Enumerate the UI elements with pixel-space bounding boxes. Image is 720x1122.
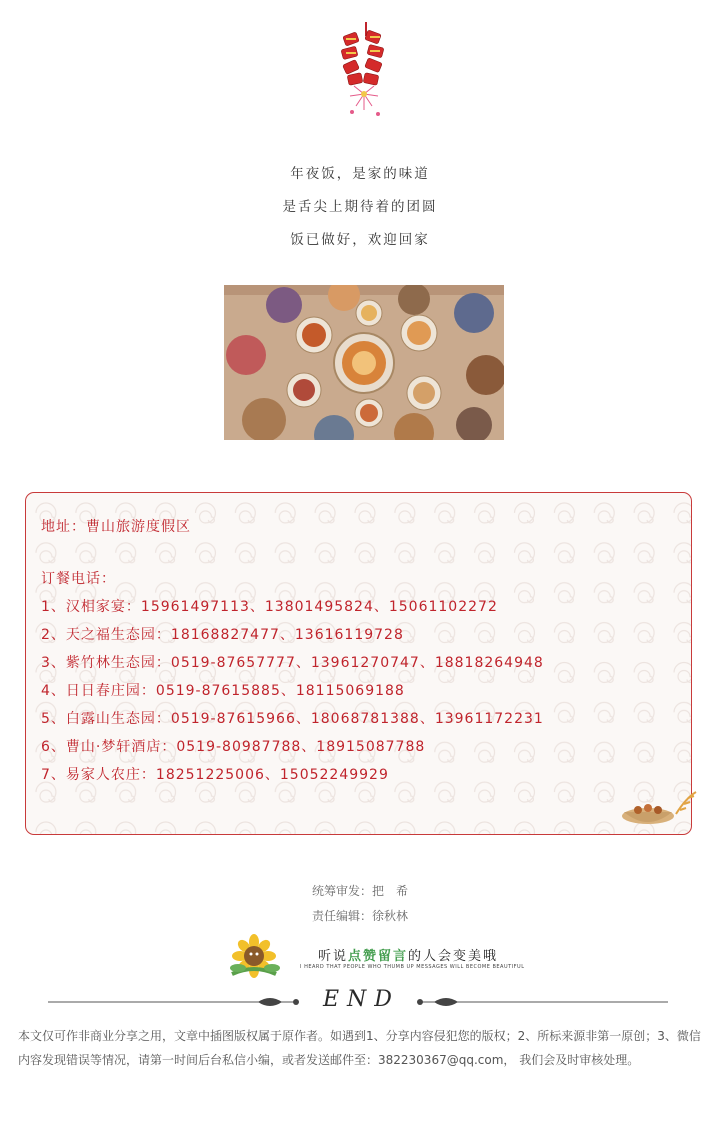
reviewer-credit: 统筹审发：把 希	[311, 884, 408, 898]
restaurant-item-6: 6、曹山·梦轩酒店：0519-80987788、18915087788	[41, 739, 426, 755]
slogan-pre: 听说	[318, 949, 349, 964]
end-label: END	[323, 987, 400, 1012]
restaurant-item-5: 5、白露山生态园：0519-87615966、18068781388、13961172231	[41, 711, 544, 727]
poem-line-1: 年夜饭，是家的味道	[290, 166, 430, 182]
slogan-post: 的人会变美哦	[408, 949, 499, 964]
restaurant-item-1: 1、汉相家宴：15961497113、13801495824、15061102272	[41, 599, 498, 615]
restaurant-item-7: 7、易家人农庄：18251225006、15052249929	[41, 767, 389, 783]
like-comment-slogan	[318, 945, 498, 964]
restaurant-item-4: 4、日日春庄园：0519-87615885、18115069188	[41, 683, 405, 699]
phone-title: 订餐电话：	[41, 571, 116, 587]
restaurant-item-3: 3、紫竹林生态园：0519-87657777、13961270747、18818264948	[41, 655, 544, 671]
firecracker-illustration	[330, 22, 400, 122]
editor-credit: 责任编辑：徐秋林	[311, 909, 408, 923]
bowl-icon	[618, 790, 700, 830]
poem-line-2: 是舌尖上期待着的团圆	[282, 199, 438, 215]
slogan-highlight: 点赞留言	[348, 949, 409, 964]
restaurant-item-2: 2、天之福生态园：18168827477、13616119728	[41, 627, 404, 643]
address-text: 地址：曹山旅游度假区	[41, 519, 191, 535]
copyright-notice: 本文仅可作非商业分享之用，文章中插图版权属于原作者。如遇到1、分享内容侵犯您的版权；2、所标来源非第一原创；3、微信内容发现错误等情况，请第一时间后台私信小编，或者发送邮件至：382230367@qq.com， 我们会及时审核处理。	[18, 1029, 701, 1067]
contact-card	[25, 492, 692, 835]
slogan-subtext: I HEARD THAT PEOPLE WHO THUMB UP MESSAGES WILL BECOME BEAUTIFUL	[300, 964, 525, 970]
reunion-dinner-illustration	[224, 285, 504, 440]
poem-line-3: 饭已做好，欢迎回家	[290, 232, 430, 248]
